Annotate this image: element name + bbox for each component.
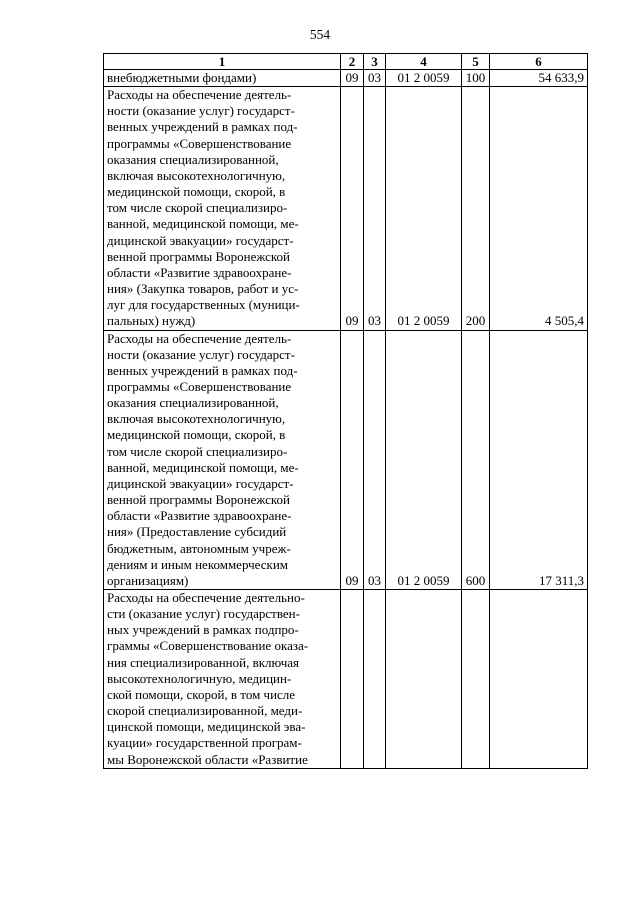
description-line: венной программы Воронежской	[107, 492, 290, 508]
target-article-code: 01 2 0059	[386, 330, 462, 590]
row-description	[104, 70, 341, 87]
amount: 54 633,9	[490, 70, 588, 87]
column-header-5: 5	[462, 54, 490, 70]
description-line: дицинской эвакуации» государст-	[107, 232, 294, 248]
description-line: мы Воронежской области «Развитие	[107, 751, 308, 767]
description-line: венной программы Воронежской	[107, 248, 290, 264]
page-number: 554	[309, 27, 331, 42]
column-header-4: 4	[386, 54, 462, 70]
description-line: граммы «Совершенствование оказа-	[107, 638, 309, 654]
description-line: скорой специализированной, меди-	[107, 703, 303, 719]
description-line: медицинской помощи, скорой, в	[107, 184, 286, 200]
description-line: оказания специализированной,	[107, 395, 279, 411]
section-code: 09	[341, 70, 364, 87]
row-description	[104, 330, 341, 590]
column-header-1: 1	[104, 54, 341, 70]
target-article-code	[386, 590, 462, 769]
description-line: луг для государственных (муници-	[107, 297, 300, 313]
target-article-code: 01 2 0059	[386, 87, 462, 330]
description-line: венных учреждений в рамках под-	[107, 119, 298, 135]
description-line: Расходы на обеспечение деятельно-	[107, 590, 305, 605]
section-code: 09	[341, 87, 364, 330]
description-line: организациям)	[107, 572, 189, 588]
description-line: области «Развитие здравоохране-	[107, 264, 292, 280]
description-line: включая высокотехнологичную,	[107, 167, 286, 183]
table-row	[104, 70, 588, 87]
description-line: области «Развитие здравоохране-	[107, 508, 292, 524]
description-line: дениям и иным некоммерческим	[107, 556, 289, 572]
amount: 4 505,4	[490, 87, 588, 330]
row-description	[104, 590, 341, 769]
description-line: Расходы на обеспечение деятель-	[107, 330, 292, 346]
column-header-2: 2	[341, 54, 364, 70]
subsection-code: 03	[364, 70, 386, 87]
description-line: ния специализированной, включая	[107, 654, 300, 670]
description-line: том числе скорой специализиро-	[107, 443, 288, 459]
description-line: ванной, медицинской помощи, ме-	[107, 216, 299, 232]
description-line: ности (оказание услуг) государст-	[107, 103, 295, 119]
target-article-code: 01 2 0059	[386, 70, 462, 87]
description-line: оказания специализированной,	[107, 151, 279, 167]
description-line: Расходы на обеспечение деятель-	[107, 87, 292, 103]
subsection-code: 03	[364, 87, 386, 330]
description-line: сти (оказание услуг) государствен-	[107, 606, 300, 622]
expense-type-code: 600	[462, 330, 490, 590]
description-line: ности (оказание услуг) государст-	[107, 346, 295, 362]
description-line: внебюджетными фондами)	[107, 70, 257, 85]
budget-table	[103, 53, 588, 769]
amount	[490, 590, 588, 769]
description-line: программы «Совершенствование	[107, 135, 292, 151]
description-line: ванной, медицинской помощи, ме-	[107, 459, 299, 475]
row-description	[104, 87, 341, 330]
description-line: том числе скорой специализиро-	[107, 200, 288, 216]
section-code	[341, 590, 364, 769]
description-line: медицинской помощи, скорой, в	[107, 427, 286, 443]
table-row	[104, 590, 588, 769]
table-row	[104, 330, 588, 590]
description-line: пальных) нужд)	[107, 313, 196, 329]
description-line: высокотехнологичную, медицин-	[107, 670, 292, 686]
description-line: включая высокотехнологичную,	[107, 411, 286, 427]
amount: 17 311,3	[490, 330, 588, 590]
expense-type-code: 200	[462, 87, 490, 330]
subsection-code	[364, 590, 386, 769]
description-line: программы «Совершенствование	[107, 378, 292, 394]
description-line: дицинской эвакуации» государст-	[107, 475, 294, 491]
expense-type-code	[462, 590, 490, 769]
expense-type-code: 100	[462, 70, 490, 87]
description-line: цинской помощи, медицинской эва-	[107, 719, 306, 735]
section-code: 09	[341, 330, 364, 590]
table-header-row	[104, 54, 588, 70]
column-header-6: 6	[490, 54, 588, 70]
description-line: ской помощи, скорой, в том числе	[107, 686, 296, 702]
description-line: ния» (Предоставление субсидий	[107, 524, 287, 540]
column-header-3: 3	[364, 54, 386, 70]
description-line: бюджетным, автономным учреж-	[107, 540, 291, 556]
subsection-code: 03	[364, 330, 386, 590]
description-line: куации» государственной програм-	[107, 735, 302, 751]
table-row	[104, 87, 588, 330]
description-line: венных учреждений в рамках под-	[107, 362, 298, 378]
description-line: ния» (Закупка товаров, работ и ус-	[107, 281, 299, 297]
description-line: ных учреждений в рамках подпро-	[107, 622, 299, 638]
